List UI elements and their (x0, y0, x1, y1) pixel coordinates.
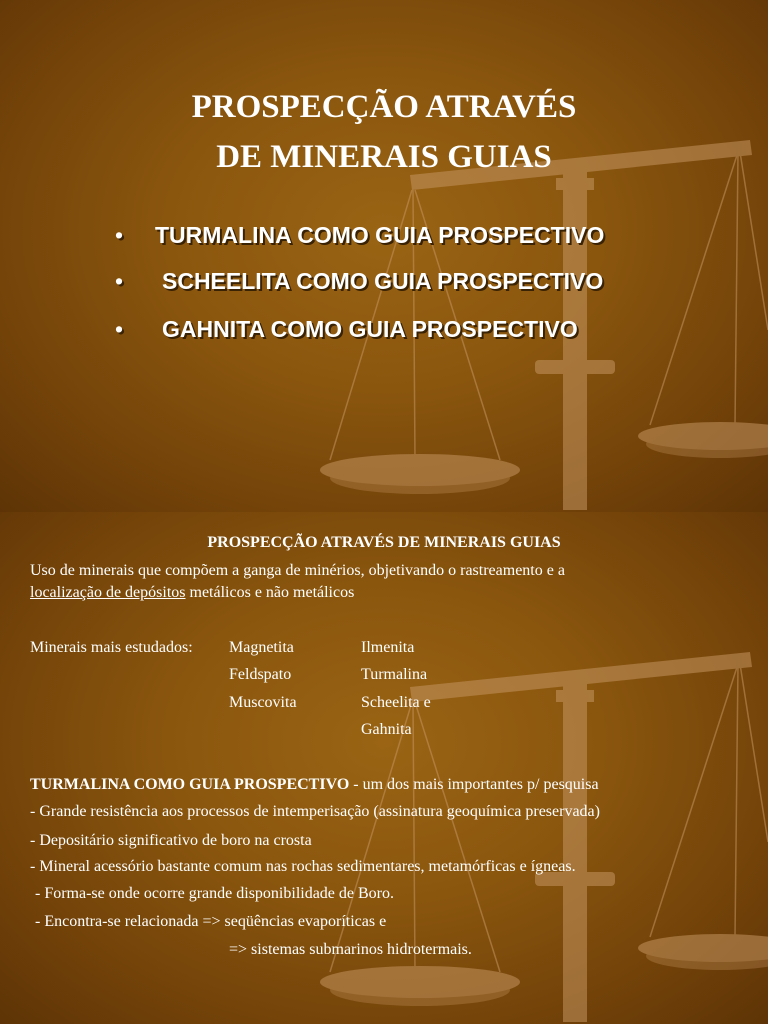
bullet-icon: • (115, 316, 124, 342)
turmalina-heading: TURMALINA COMO GUIA PROSPECTIVO (30, 776, 350, 793)
minerals-label: Minerais mais estudados: (30, 639, 193, 656)
mineral-item: Turmalina (361, 666, 428, 683)
intro-underlined-text: localização de depósitos (30, 584, 186, 601)
mineral-item: Gahnita (361, 721, 412, 738)
mineral-item: Feldspato (229, 666, 292, 683)
bullet-text: GAHNITA COMO GUIA PROSPECTIVO (162, 316, 578, 342)
intro-line2 (30, 585, 354, 601)
turmalina-line: => sistemas submarinos hidrotermais. (229, 941, 472, 958)
bullet-text: SCHEELITA COMO GUIA PROSPECTIVO (162, 268, 604, 294)
intro-line1: Uso de minerais que compõem a ganga de minérios, objetivando o rastreamento e a (30, 562, 565, 579)
mineral-item: Muscovita (229, 694, 297, 711)
turmalina-heading-rest: - um dos mais importantes p/ pesquisa (349, 776, 599, 793)
mineral-item: Ilmenita (361, 639, 415, 656)
turmalina-line: - Forma-se onde ocorre grande disponibilidade de Boro. (35, 885, 395, 902)
turmalina-line: - Depositário significativo de boro na crosta (30, 832, 312, 849)
bullet-item-gahnita (115, 316, 578, 343)
mineral-item: Scheelita e (361, 694, 431, 711)
slide-title-line1: PROSPECÇÃO ATRAVÉS (191, 89, 577, 125)
intro-line2-rest: metálicos e não metálicos (185, 584, 355, 601)
turmalina-heading-line (30, 777, 599, 793)
slide-bottom (0, 512, 768, 1024)
slide-title-line2: DE MINERAIS GUIAS (216, 139, 552, 175)
bullet-icon: • (115, 268, 124, 294)
mineral-item: Magnetita (229, 639, 294, 656)
slide2-heading: PROSPECÇÃO ATRAVÉS DE MINERAIS GUIAS (207, 534, 561, 551)
bullet-item-scheelita (115, 268, 604, 295)
turmalina-line: - Grande resistência aos processos de intemperisação (assinatura geoquímica preservada) (30, 803, 600, 820)
bullet-item-turmalina (115, 222, 605, 249)
bullet-text: TURMALINA COMO GUIA PROSPECTIVO (155, 222, 605, 248)
turmalina-line: - Encontra-se relacionada => seqüências evaporíticas e (35, 913, 387, 930)
bullet-icon: • (115, 222, 124, 248)
turmalina-line: - Mineral acessório bastante comum nas rochas sedimentares, metamórficas e ígneas. (30, 858, 576, 875)
